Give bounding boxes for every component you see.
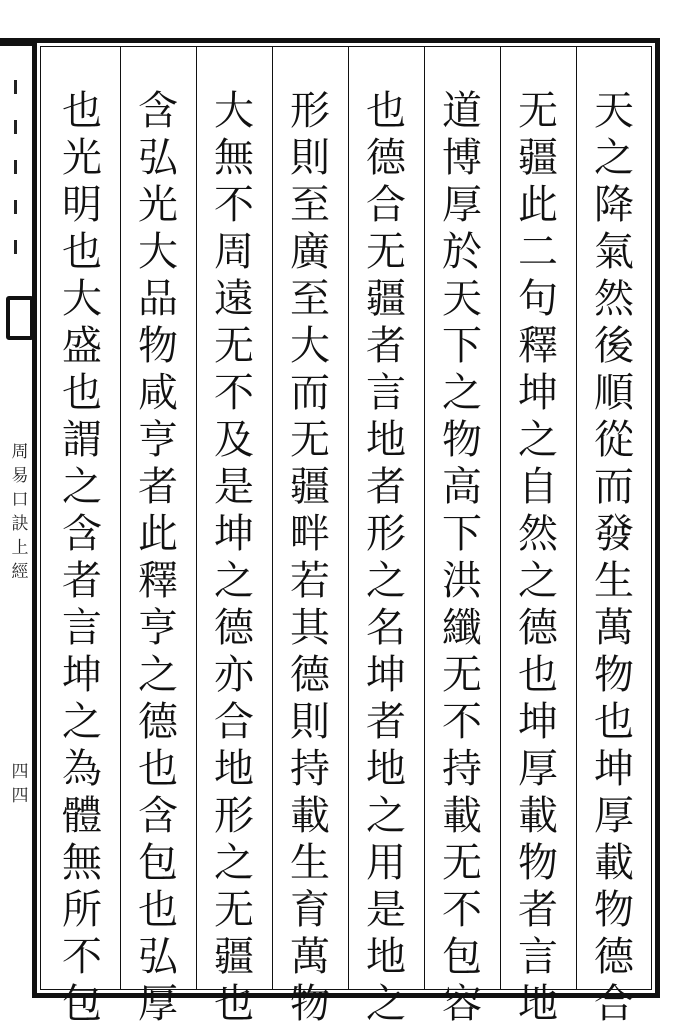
margin-mark <box>14 160 17 174</box>
text-column: 无 疆 此 二 句 釋 坤 之 自 然 之 德 也 坤 厚 載 物 者 言 地 <box>518 88 558 1027</box>
column-rule <box>500 46 501 990</box>
text-column: 也 光 明 也 大 盛 也 謂 之 含 者 言 坤 之 為 體 無 所 不 包 <box>62 88 102 1027</box>
text-column: 形 則 至 廣 至 大 而 无 疆 畔 若 其 德 則 持 載 生 育 萬 物 <box>290 88 330 1027</box>
column-rule <box>196 46 197 990</box>
text-column: 也 德 合 无 疆 者 言 地 者 形 之 名 坤 者 地 之 用 是 地 之 <box>366 88 406 1027</box>
margin-mark <box>14 80 17 94</box>
margin-mark <box>14 200 17 214</box>
margin-mark <box>14 120 17 134</box>
text-column: 大 無 不 周 遠 无 不 及 是 坤 之 德 亦 合 地 形 之 无 疆 也 <box>214 88 254 1027</box>
margin-mark <box>14 240 17 254</box>
column-rule <box>120 46 121 990</box>
text-column: 道 博 厚 於 天 下 之 物 高 下 洪 纖 无 不 持 載 无 不 包 容 <box>442 88 482 1027</box>
margin-top-bar <box>0 38 36 46</box>
text-column: 天 之 降 氣 然 後 順 從 而 發 生 萬 物 也 坤 厚 載 物 德 合 <box>594 88 634 1027</box>
margin-book-title: 周 易 口 訣 上 經 <box>11 442 29 582</box>
column-rule <box>348 46 349 990</box>
text-column: 含 弘 光 大 品 物 咸 亨 者 此 釋 亨 之 德 也 含 包 也 弘 厚 <box>138 88 178 1027</box>
column-rule <box>272 46 273 990</box>
fishtail-mark <box>6 296 34 340</box>
column-rule <box>576 46 577 990</box>
column-rule <box>424 46 425 990</box>
margin-page-number: 四 四 <box>11 762 29 806</box>
